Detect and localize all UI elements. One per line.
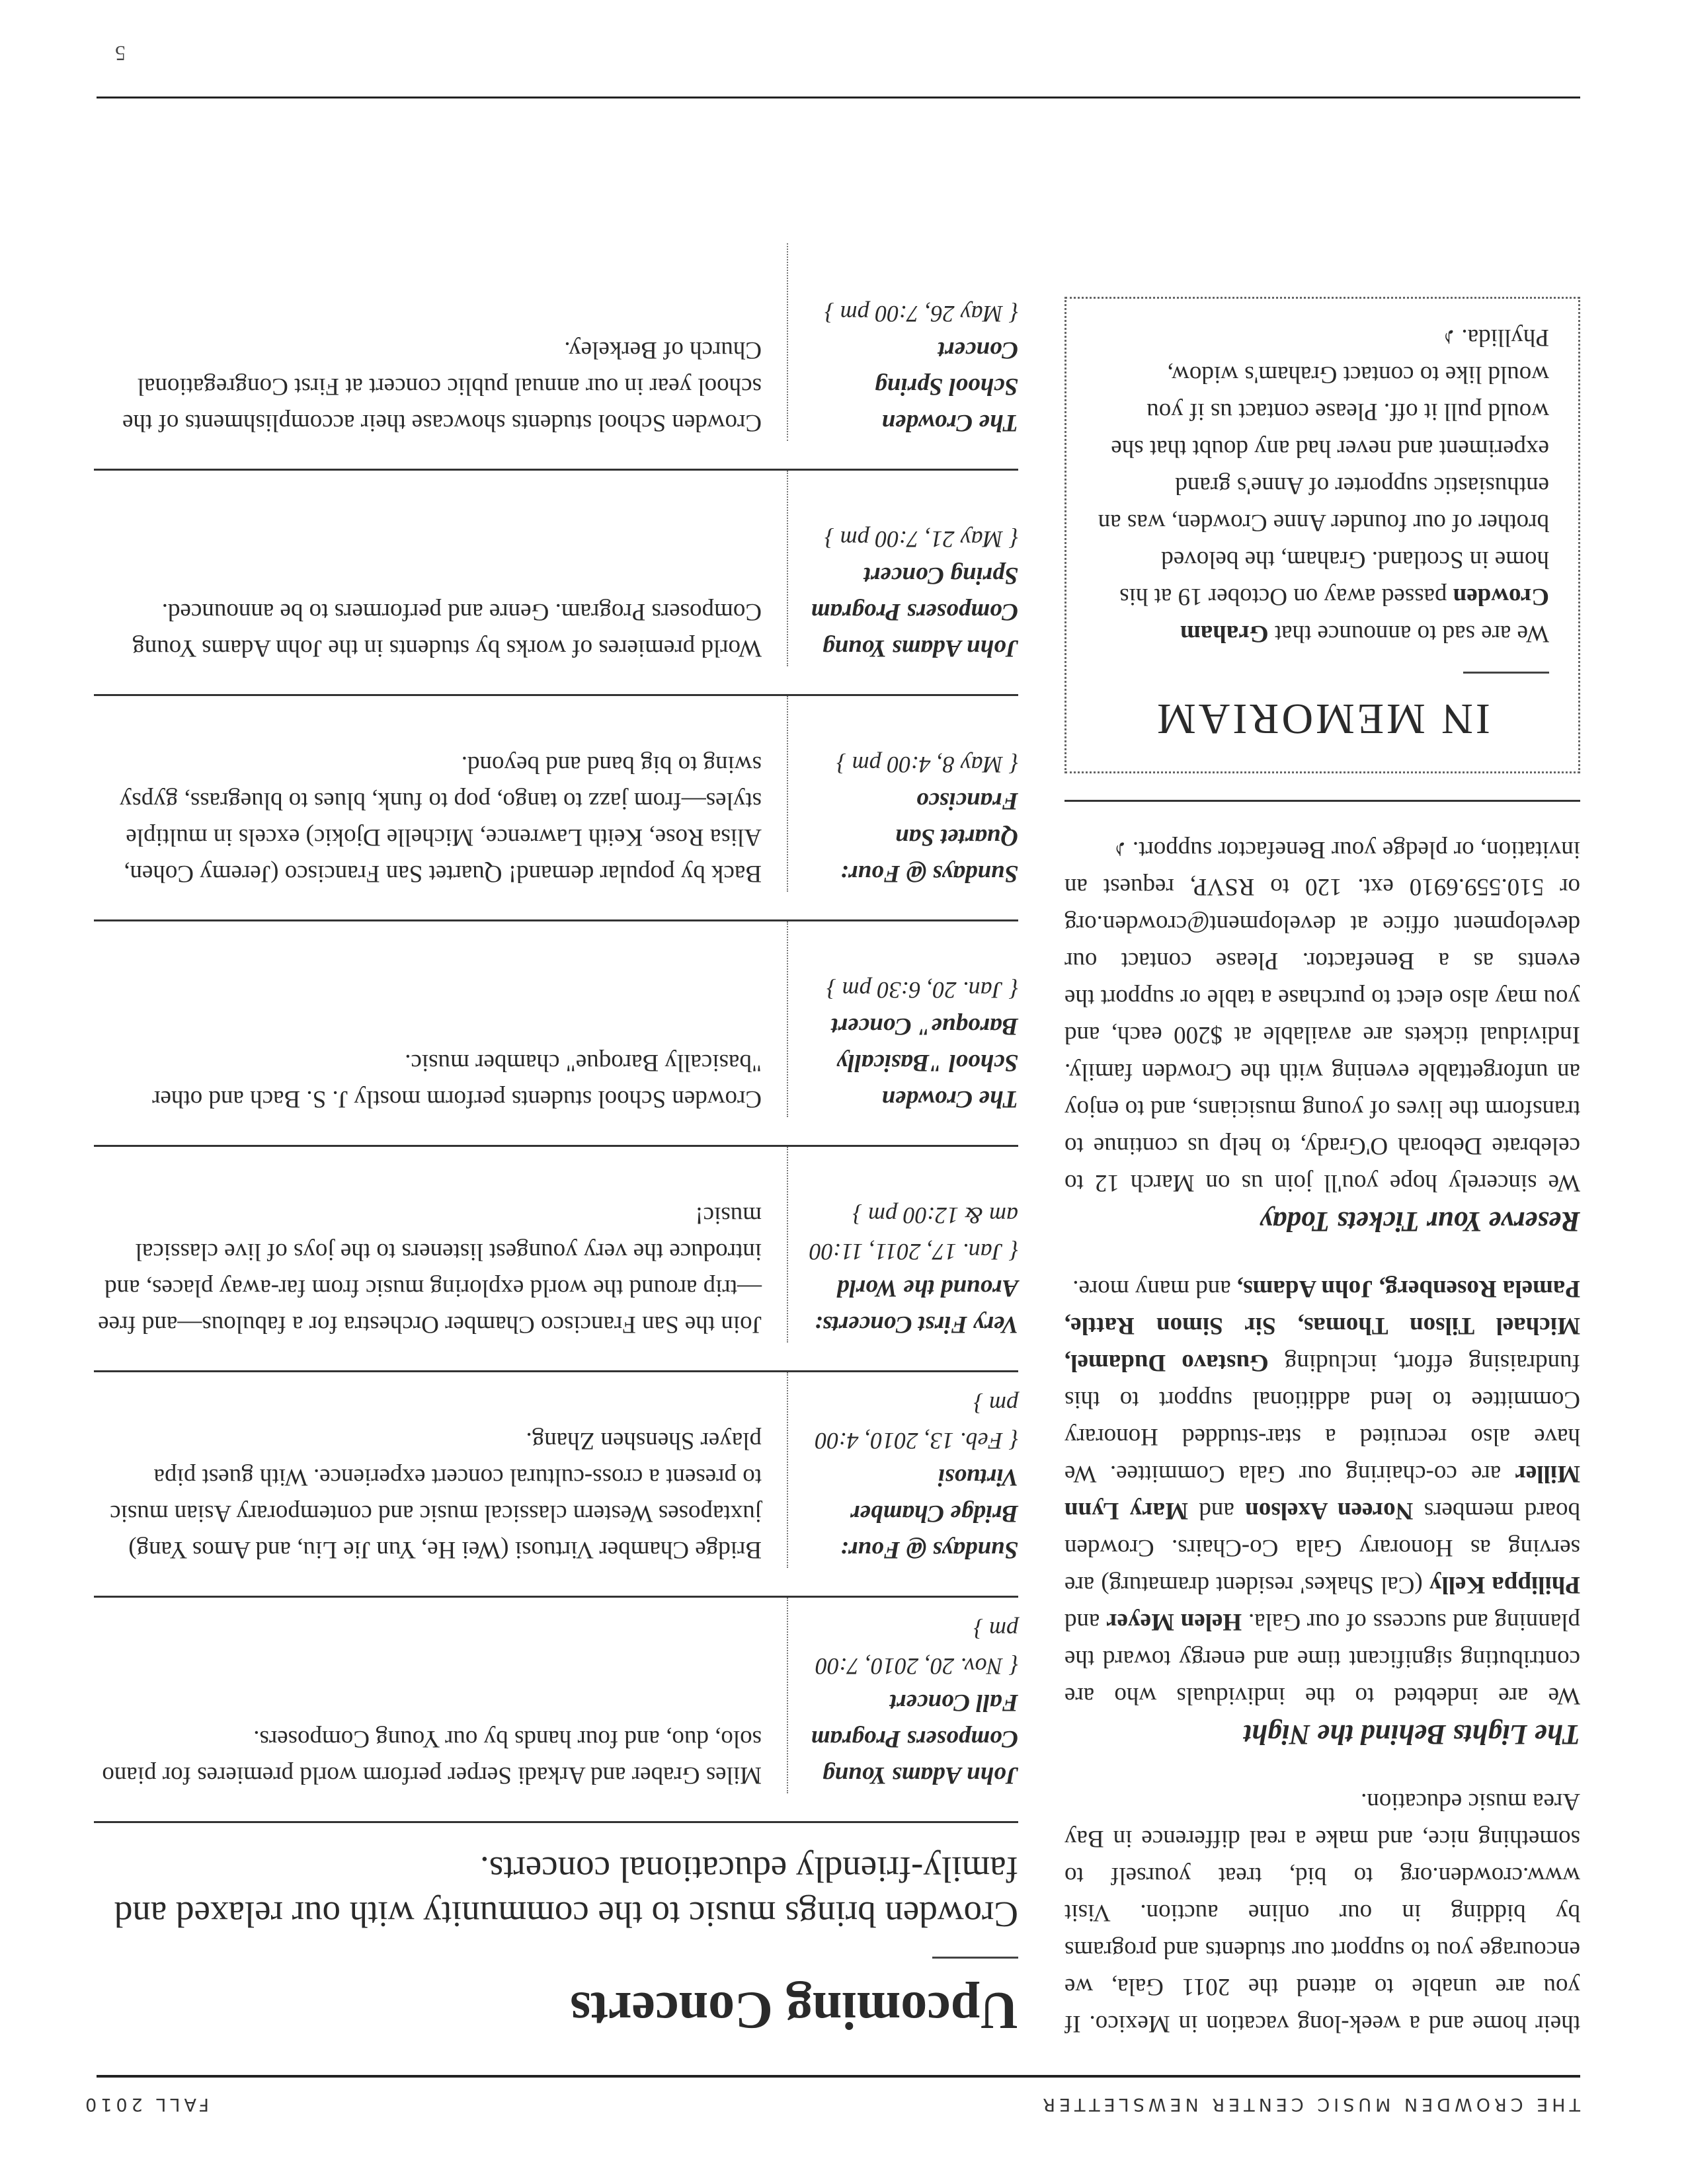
issue-label: FALL 2010 [81,2094,209,2115]
in-memoriam-title: IN MEMORIAM [1154,695,1490,743]
lights-section [1064,1270,1580,1754]
concert-meta [787,696,1018,892]
concert-description: Join the San Francisco Chamber Orchestra for a fabulous—and free—trip around the world exploring music from far-away places, and introduce the very youngest listeners to the joys of live classical music! [98,1202,762,1338]
concerts-intro: Crowden brings music to the community with our relaxed and family-friendly educational concerts. [114,1850,1018,1935]
reserve-heading: Reserve Your Tickets Today [1260,1206,1580,1237]
events-top-rule [94,1821,1018,1823]
memoriam-text-2: passed away on October 19 at his home in Scotland. Graham, the beloved brother of our founder Anne Crowden, was an enthusiastic supporter of Anne's grand experiment and never had any doubt that she would pull it off. Please contact us if you would like to contact Graham's widow, Phyllida. ♪ [1098,324,1549,610]
name-mary-lynn-miller: Mary Lynn Miller [1064,1460,1580,1524]
concert-list [94,243,1018,1821]
reserve-body: We sincerely hope you'll join us on March 12 to celebrate Deborah O'Grady, to help us continue to transform the lives of young musicians, and to enjoy an unforgettable evening with the Crowden family. Individual tickets are available at $200 each, and you may also elect to purchase a table or support the events as a Benefactor. Please contact our development office at development@crowden.org or 510.559.6910 ext. 120 to RSVP, request an invitation, or pledge your Benefactor support. ♪ [1064,836,1580,1196]
lights-and-2: and [1199,1497,1234,1524]
lights-body [1064,1270,1580,1714]
concert-item [94,469,1018,694]
concert-item [94,694,1018,919]
concert-item [94,243,1018,469]
concert-name: John Adams Young Composers Program Spring Concert [811,562,1018,662]
name-graham-crowden: Graham Crowden [1180,583,1549,647]
title-rule [932,1957,1018,1959]
concert-date: { Jan. 17, 2011, 11:00 am & 12:00 pm } [809,1202,1018,1265]
name-philippa-kelly: Philippa Kelly [1429,1571,1580,1598]
column-divider [1064,800,1580,802]
bottom-rule [97,97,1580,98]
in-memoriam-body [1096,319,1549,652]
concert-description: World premieres of works by students in the John Adams Young Composers Program. Genre and performers to be announced. [132,598,762,662]
upcoming-concerts-title: Upcoming Concerts [570,1981,1018,2039]
gala-continuation-text: their home and a week-long vacation in Mexico. If you are unable to attend the 2011 Gala, we encourage you to support our students and programs by bidding in our online auction. Visit www.crowden.org to bid, treat yourself to something nice, and make a real difference in Bay Area music education. [1064,1788,1580,2037]
concert-meta [787,921,1018,1117]
concert-date: { May 26, 7:00 pm } [824,301,1018,327]
concert-meta [787,1598,1018,1793]
lights-text-4: and many more. [1072,1275,1231,1302]
concert-date: { May 21, 7:00 pm } [824,526,1018,553]
reserve-section [1064,831,1580,1241]
concert-date: { May 8, 4:00 pm } [836,752,1018,778]
concert-description: Bridge Chamber Virtuosi (Wei He, Yun Jie Liu, and Amos Yang) juxtaposes Western classical music and contemporary Asian music to present a cross-cultural concert experience. With guest pipa player Shenshen Zhang. [110,1427,762,1563]
concert-date: { Jan. 20, 6:30 pm } [826,977,1018,1003]
concert-name: Sundays @ Four: Quartet San Francisco [840,787,1018,887]
lights-text-1: We are indebted to the individuals who are contributing significant time and energy toward the planning and success of our Gala. [1064,1608,1580,1709]
concert-description: Crowden School students perform mostly J. S. Bach and other "basically Baroque" chamber music. [152,1049,762,1112]
lights-text-2: (Cal Shakes' resident dramaturg) are serving as Honorary Gala Co-Chairs. Crowden board members [1064,1497,1580,1598]
concert-description: Miles Graber and Arkadi Serper perform world premieres for piano solo, duo, and four hands by our Young Composers. [102,1725,762,1789]
right-column [94,243,1018,2042]
concert-name: The Crowden School Spring Concert [875,336,1018,436]
concert-date: { Nov. 20, 2010, 7:00 pm } [815,1617,1018,1680]
concert-item [94,919,1018,1145]
concert-meta [787,1147,1018,1343]
name-noreen-axelson: Noreen Axelson [1245,1497,1414,1524]
lights-and-1: and [1064,1608,1100,1635]
concert-meta [787,243,1018,441]
concert-meta [787,1372,1018,1568]
lights-heading: The Lights Behind the Night [1244,1719,1580,1750]
concert-item [94,1370,1018,1596]
name-helen-meyer: Helen Meyer [1106,1608,1242,1635]
concert-name: Sundays @ Four: Bridge Chamber Virtuosi [840,1463,1018,1563]
concert-meta [787,471,1018,666]
top-rule [97,2075,1580,2078]
concert-date: { Feb. 13, 2010, 4:00 pm } [815,1391,1018,1454]
newsletter-title: THE CROWDEN MUSIC CENTER NEWSLETTER [1039,2094,1580,2115]
left-column [1064,297,1580,2042]
concert-description: Crowden School students showcase their accomplishments of the school year in our annual public concert at First Congregational Church of Berkeley. [122,336,762,436]
page-number: 5 [115,42,126,65]
lights-text-3: are co-chairing our Gala Committee. We have also recruited a star-studded Honorary Committee to lend additional support to this fundraising effort, including [1064,1349,1580,1487]
concert-description: Back by popular demand! Quartet San Francisco (Jeremy Cohen, Alisa Rose, Keith Lawrence, Michelle Djokic) excels in multiple styles—from jazz to tango, pop to funk, blues to bluegrass, gypsy swing to big band and beyond. [119,751,762,887]
concert-name: Very First Concerts: Around the World [814,1274,1018,1338]
honorary-committee-names: Gustavo Dudamel, Michael Tilson Thomas, Sir Simon Rattle, Pamela Rosenberg, John Adams, [1064,1275,1580,1376]
concert-name: John Adams Young Composers Program Fall Concert [811,1689,1018,1789]
in-memoriam-rule [1463,672,1549,674]
gala-continuation-section [1064,1783,1580,2042]
memoriam-text-1: We are sad to announce that [1274,620,1549,647]
in-memoriam-box [1064,297,1580,773]
concert-item [94,1596,1018,1821]
concert-item [94,1145,1018,1370]
concert-name: The Crowden School "Basically Baroque" Concert [831,1013,1018,1112]
